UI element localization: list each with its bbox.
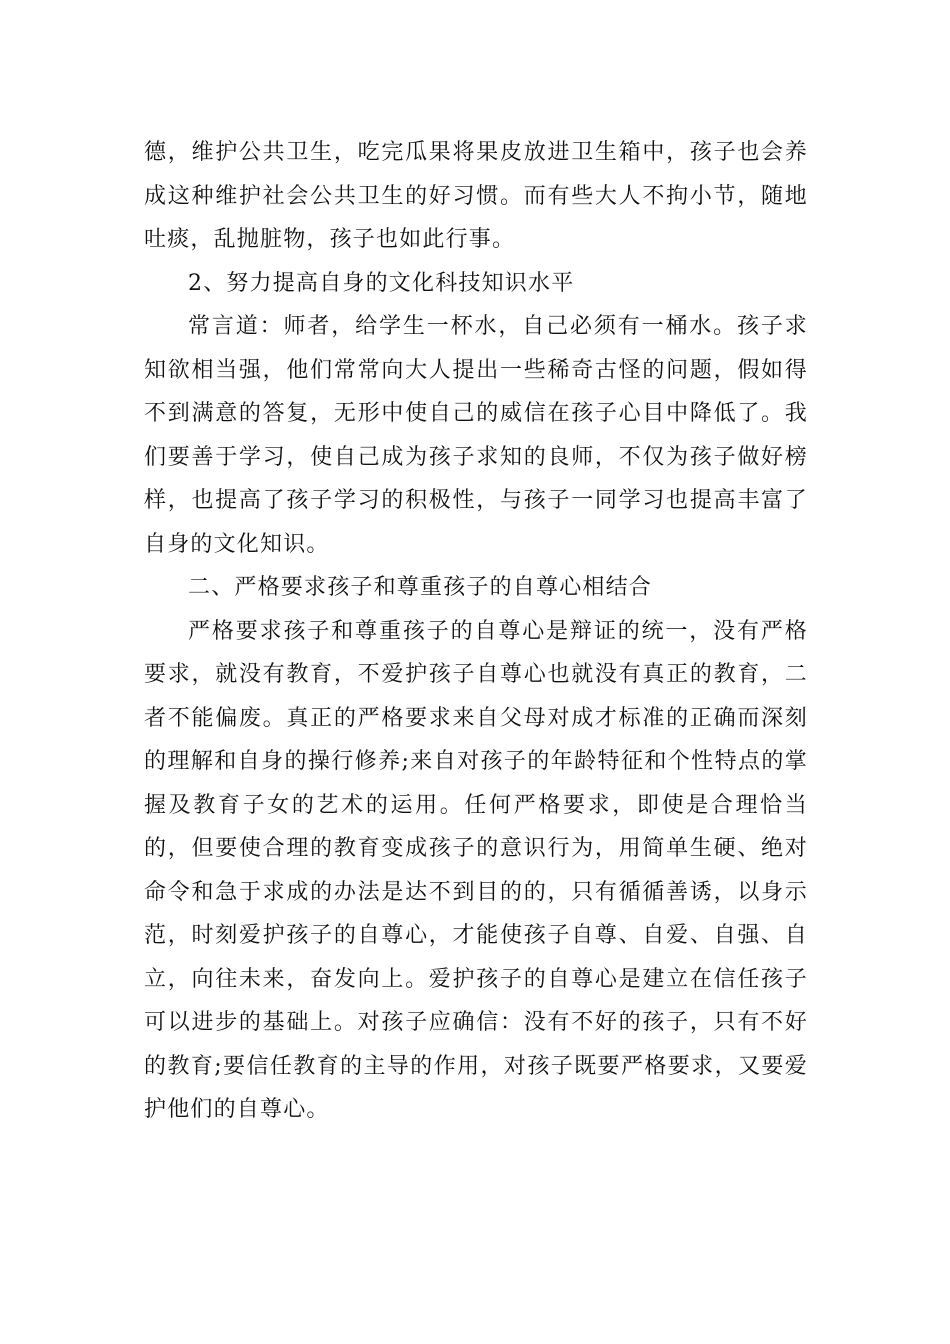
section-heading-ii: 二、严格要求孩子和尊重孩子的自尊心相结合: [188, 575, 653, 600]
section-heading-2: 2、努力提高自身的文化科技知识水平: [188, 270, 575, 296]
document-body: [144, 131, 808, 1132]
paragraph-self-esteem: 严格要求孩子和尊重孩子的自尊心是辩证的统一，没有严格要求，就没有教育，不爱护孩子自尊心也就没有真正的教育，二者不能偏废。真正的严格要求来自父母对成才标准的正确而深刻的理解和自身的操行修养;来自对孩子的年龄特征和个性特点的掌握及教育子女的艺术的运用。任何严格要求，即使是合理恰当的，但要使合理的教育变成孩子的意识行为，用简单生硬、绝对命令和急于求成的办法是达不到目的的，只有循循善诱，以身示范，时刻爱护孩子的自尊心，才能使孩子自尊、自爱、自强、自立，向往未来，奋发向上。爱护孩子的自尊心是建立在信任孩子可以进步的基础上。对孩子应确信：没有不好的孩子，只有不好的教育;要信任教育的主导的作用，对孩子既要严格要求，又要爱护他们的自尊心。: [144, 618, 808, 1122]
paragraph-knowledge: 常言道：师者，给学生一杯水，自己必须有一桶水。孩子求知欲相当强，他们常常向大人提出一些稀奇古怪的问题，假如得不到满意的答复，无形中使自己的威信在孩子心目中降低了。我们要善于学习，使自己成为孩子求知的良师，不仅为孩子做好榜样，也提高了孩子学习的积极性，与孩子一同学习也提高丰富了自身的文化知识。: [144, 314, 808, 557]
paragraph-continuation: 德，维护公共卫生，吃完瓜果将果皮放进卫生箱中，孩子也会养成这种维护社会公共卫生的好习惯。而有些大人不拘小节，随地吐痰，乱抛脏物，孩子也如此行事。: [144, 140, 808, 252]
